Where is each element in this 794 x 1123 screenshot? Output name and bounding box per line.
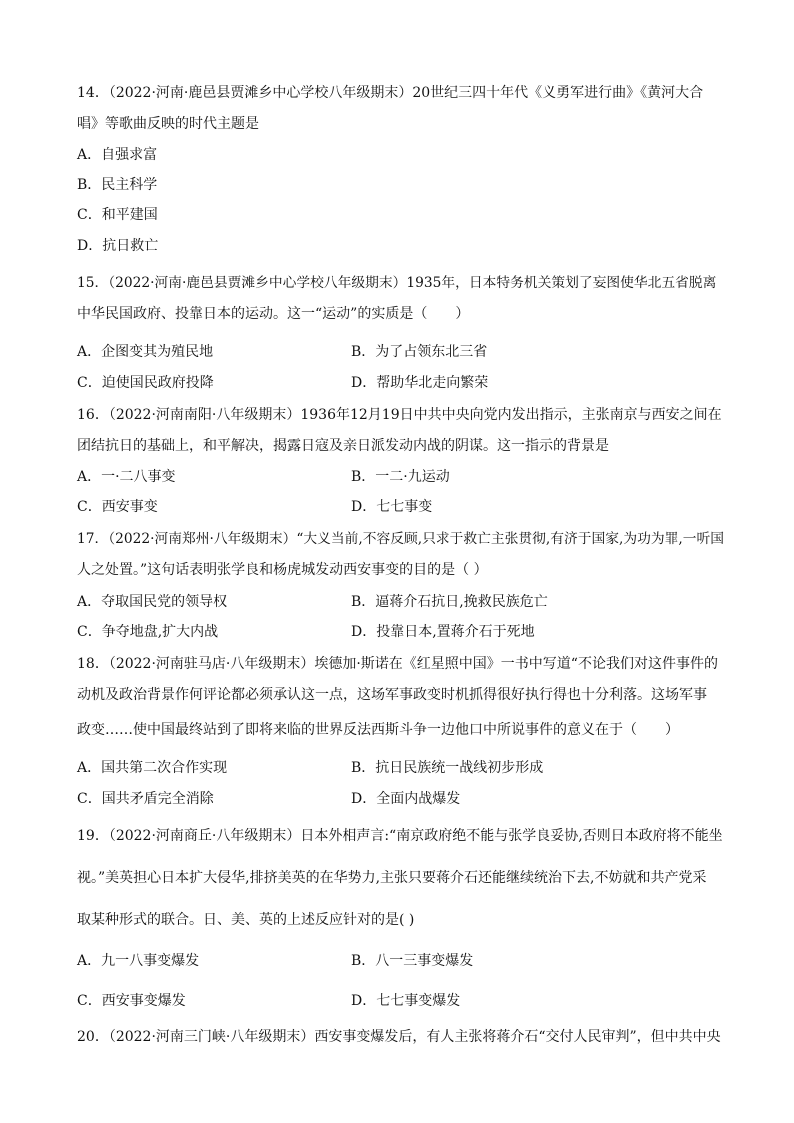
q15-option-d: D．帮助华北走向繁荣 xyxy=(351,375,489,391)
q14-option-a: A．自强求富 xyxy=(77,147,158,163)
q16-stem-line-1: 16．（2022·河南南阳·八年级期末）1936年12月19日中共中央向党内发出指示，主张南京与西安之间在 xyxy=(77,407,722,423)
q19-stem-line-1: 19．（2022·河南商丘·八年级期末）日本外相声言:“南京政府绝不能与张学良妥协,否则日本政府将不能坐 xyxy=(77,828,723,844)
q17-option-b: B．逼蒋介石抗日,挽救民族危亡 xyxy=(351,594,548,610)
q20-stem-line-1: 20．（2022·河南三门峡·八年级期末）西安事变爆发后，有人主张将蒋介石“交付人民审判”，但中共中央 xyxy=(77,1029,721,1045)
q18-stem-line-3: 政变……使中国最终站到了即将来临的世界反法西斯斗争一边他口中所说事件的意义在于（ ） xyxy=(77,722,679,738)
q19-stem-line-2: 视。”美英担心日本扩大侵华,排挤美英的在华势力,主张只要蒋介石还能继续统治下去,不妨就和共产党采 xyxy=(77,870,707,886)
q16-option-d: D．七七事变 xyxy=(351,499,433,515)
q18-stem-line-1: 18．（2022·河南驻马店·八年级期末）埃德加·斯诺在《红星照中国》一书中写道“不论我们对这件事件的 xyxy=(77,656,718,672)
q14-option-c: C．和平建国 xyxy=(77,207,158,223)
q19-option-d: D．七七事变爆发 xyxy=(351,993,461,1009)
q16-option-c: C．西安事变 xyxy=(77,499,158,515)
q16-stem-line-2: 团结抗日的基础上，和平解决，揭露日寇及亲日派发动内战的阴谋。这一指示的背景是 xyxy=(77,438,609,454)
q18-option-c: C．国共矛盾完全消除 xyxy=(77,791,214,807)
q17-stem-line-1: 17．（2022·河南郑州·八年级期末）“大义当前,不容反顾,只求于救亡主张贯彻,有济于国家,为功为罪,一听国 xyxy=(77,531,724,547)
q14-stem-line-1: 14．（2022·河南·鹿邑县贾滩乡中心学校八年级期末）20世纪三四十年代《义勇军进行曲》《黄河大合 xyxy=(77,85,704,101)
q15-stem-line-2: 中华民国政府、投靠日本的运动。这一“运动”的实质是（ ） xyxy=(77,306,470,322)
q19-option-c: C．西安事变爆发 xyxy=(77,993,186,1009)
q15-stem-line-1: 15．（2022·河南·鹿邑县贾滩乡中心学校八年级期末）1935年，日本特务机关策划了妄图使华北五省脱离 xyxy=(77,275,717,291)
q16-option-b: B．一二·九运动 xyxy=(351,469,450,485)
q17-option-c: C．争夺地盘,扩大内战 xyxy=(77,624,219,640)
q17-option-d: D．投靠日本,置蒋介石于死地 xyxy=(351,624,535,640)
q18-option-d: D．全面内战爆发 xyxy=(351,791,461,807)
q14-option-b: B．民主科学 xyxy=(77,177,158,193)
q18-option-a: A．国共第二次合作实现 xyxy=(77,760,228,776)
q19-option-a: A．九一八事变爆发 xyxy=(77,953,200,969)
q16-option-a: A．一·二八事变 xyxy=(77,469,176,485)
q18-option-b: B．抗日民族统一战线初步形成 xyxy=(351,760,544,776)
q18-stem-line-2: 动机及政治背景作何评论都必须承认这一点，这场军事政变时机抓得很好执行得也十分利落。这场军事 xyxy=(77,687,707,703)
q17-stem-line-2: 人之处置。”这句话表明张学良和杨虎城发动西安事变的目的是（ ） xyxy=(77,562,488,578)
q15-option-b: B．为了占领东北三省 xyxy=(351,344,488,360)
q19-stem-line-3: 取某种形式的联合。日、美、英的上述反应针对的是( ) xyxy=(77,912,415,928)
q15-option-c: C．迫使国民政府投降 xyxy=(77,375,214,391)
q17-option-a: A．夺取国民党的领导权 xyxy=(77,594,228,610)
q14-stem-line-2: 唱》等歌曲反映的时代主题是 xyxy=(77,116,259,132)
q19-option-b: B．八一三事变爆发 xyxy=(351,953,474,969)
q15-option-a: A．企图变其为殖民地 xyxy=(77,344,214,360)
q14-option-d: D．抗日救亡 xyxy=(77,238,159,254)
